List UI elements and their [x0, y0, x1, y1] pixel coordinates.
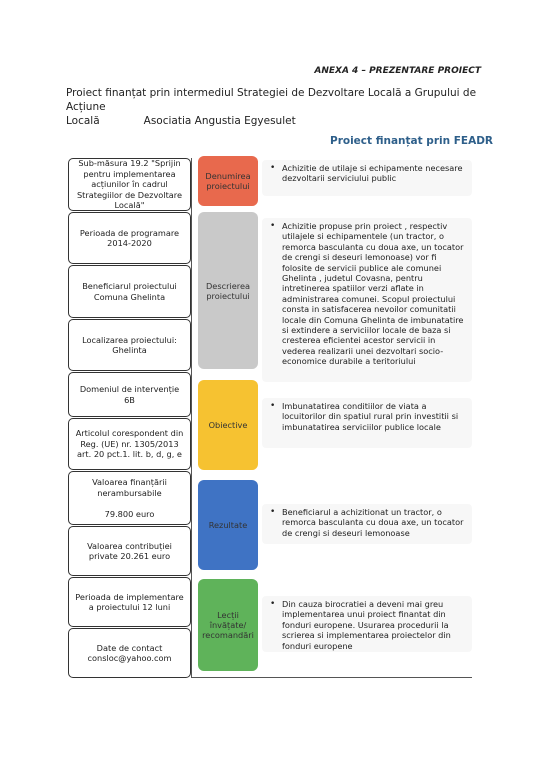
- private-contribution-box: Valoarea contribuției private 20.261 euro: [68, 526, 191, 576]
- divider-line: [191, 158, 192, 678]
- section-label-description: Descrierea proiectului: [198, 212, 258, 369]
- bullet-icon: •: [270, 221, 276, 231]
- section-label-lessons: Lecții învățate/ recomandări: [198, 579, 258, 671]
- objectives-text: Imbunatatirea conditiilor de viata a locuitorilor din spatiul rural prin investitii si imbunatatirea serviciilor publice locale: [282, 401, 459, 432]
- regulation-article-box: Articolul corespondent din Reg. (UE) nr. 1305/2013 art. 20 pct.1. lit. b, d, g, e: [68, 418, 191, 470]
- location-box: Localizarea proiectului: Ghelinta: [68, 319, 191, 371]
- panel-lessons: [262, 596, 472, 652]
- annex-label: ANEXA 4 – PREZENTARE PROIECT: [314, 66, 481, 76]
- section-label-project-name: Denumirea proiectului: [198, 156, 258, 206]
- bullet-icon: •: [270, 507, 276, 517]
- bullet-icon: •: [270, 163, 276, 173]
- title-line-1: Proiect finanțat prin intermediul Strategiei de Dezvoltare Locală a Grupului de Acțiune: [66, 87, 477, 113]
- panel-description: [262, 218, 472, 382]
- results-text: Beneficiarul a achizitionat un tractor, o remorca basculanta cu doua axe, un tocator de crengi si deseuri lemonoase: [282, 507, 464, 538]
- submeasure-box: Sub-măsura 19.2 "Sprijin pentru implementarea acțiunilor în cadrul Strategiilor de Dezvoltare Locală": [68, 158, 191, 211]
- contact-box: Date de contact consloc@yahoo.com: [68, 628, 191, 678]
- panel-results: [262, 504, 472, 544]
- bullet-icon: •: [270, 401, 276, 411]
- description-text: Achizitie propuse prin proiect , respectiv utilajele si echipamentele (un tractor, o remorca basculanta cu doua axe, un tocator de crengi si deseuri lemonoase) vor fi folosite de servicii publice ale comunei Ghelinta , judetul Covasna, pentru intretinerea spatiilor verzi aflate in administrarea comunei. Scopul proiectului consta in satisfacerea nevoilor comunitatii locale din Comuna Ghelinta de imbunatatire si extindere a serviciilor locale de baza si cresterea eficientei acestor servicii in vederea realizarii unei dezvoltari socio-economice durabile a teritoriului: [282, 221, 464, 367]
- implementation-period-box: Perioada de implementare a proiectului 12 luni: [68, 577, 191, 627]
- bottom-divider: [192, 677, 472, 678]
- title-line-2-start: Locală: [66, 115, 100, 127]
- page-title: [66, 86, 486, 128]
- association-name: Asociatia Angustia Egyesulet: [143, 115, 296, 127]
- nonrefundable-value-box: Valoarea finanțării nerambursabile 79.800 euro: [68, 471, 191, 525]
- intervention-domain-box: Domeniul de intervenție 6B: [68, 372, 191, 417]
- panel-project-name: [262, 160, 472, 196]
- project-name-text: Achizitie de utilaje si echipamente necesare dezvoltarii serviciului public: [282, 163, 463, 184]
- panel-objectives: [262, 398, 472, 448]
- section-label-results: Rezultate: [198, 480, 258, 570]
- section-label-objectives: Obiective: [198, 380, 258, 470]
- funded-by-label: Proiect finanțat prin FEADR: [330, 135, 494, 147]
- programming-period-box: Perioada de programare 2014-2020: [68, 212, 191, 264]
- beneficiary-box: Beneficiarul proiectului Comuna Ghelinta: [68, 265, 191, 318]
- lessons-text: Din cauza birocratiei a deveni mai greu implementarea unui proiect finantat din fonduri europene. Usurarea procedurii la scrierea si implementarea proiectelor din fonduri europene: [282, 599, 451, 651]
- bullet-icon: •: [270, 599, 276, 609]
- title-line-2: [66, 114, 486, 128]
